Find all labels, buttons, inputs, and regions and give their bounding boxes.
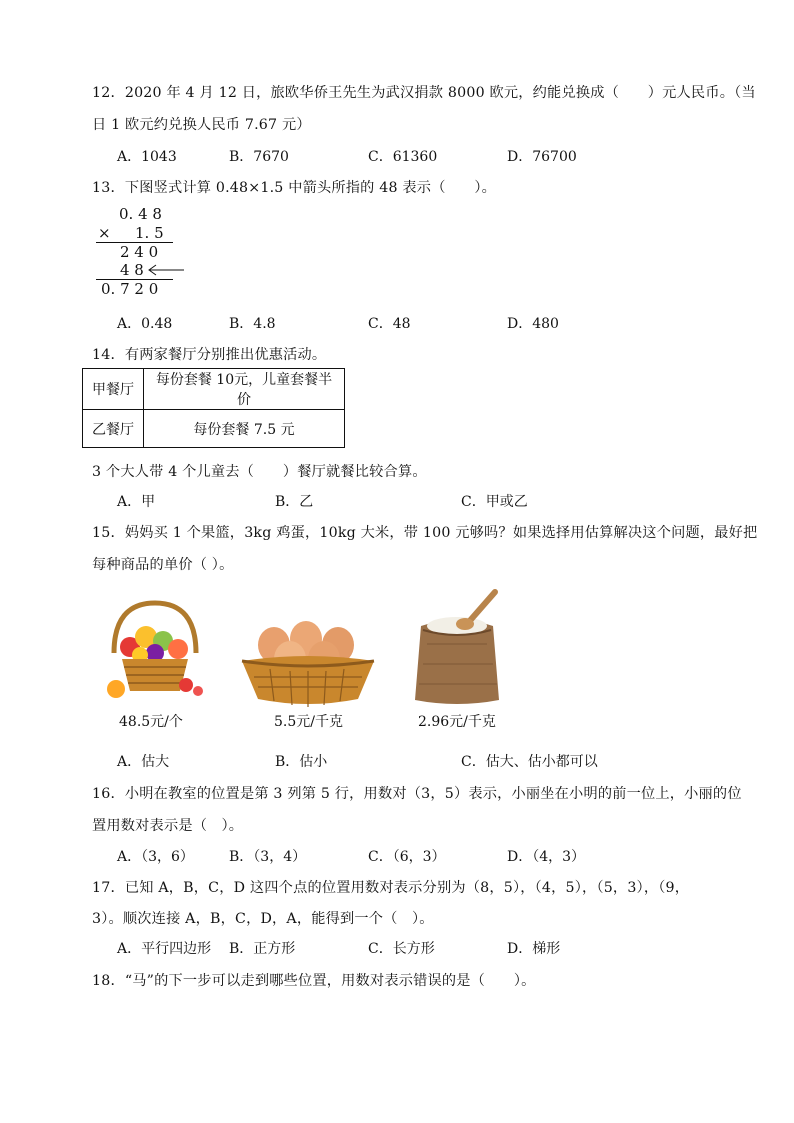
- restaurant-offer: 每份套餐 10元，儿童套餐半价: [144, 369, 345, 410]
- q12-line1: 12．2020 年 4 月 12 日，旅欧华侨王先生为武汉捐款 8000 欧元，约能兑换成（ ）元人民币。（当: [92, 85, 756, 101]
- q15-line2: 每种商品的单价（ ）。: [92, 557, 234, 573]
- fruit-basket-image: [100, 595, 210, 705]
- vm-row4: 4 8: [120, 261, 144, 279]
- q16-line1: 16．小明在教室的位置是第 3 列第 5 行，用数对（3，5）表示，小丽坐在小明的前一位上，小丽的位: [92, 786, 742, 802]
- q15-option-b[interactable]: B．估小: [275, 754, 328, 770]
- q12-option-c[interactable]: C．61360: [368, 149, 438, 165]
- vm-row3: 2 4 0: [120, 243, 159, 261]
- vm-times-sign: ×: [98, 224, 111, 242]
- price-rice: 2.96元/千克: [418, 714, 496, 730]
- q17-line1: 17．已知 A，B，C，D 这四个点的位置用数对表示分别为（8，5），（4，5），（5，3），（9，: [92, 880, 690, 896]
- q13-option-b[interactable]: B．4.8: [229, 316, 276, 332]
- price-eggs: 5.5元/千克: [274, 714, 343, 730]
- q14-question: 3 个大人带 4 个儿童去（ ）餐厅就餐比较合算。: [92, 464, 427, 480]
- rice-sack-image: [407, 584, 507, 709]
- table-row: [83, 410, 345, 448]
- vm-row5: 0. 7 2 0: [101, 280, 159, 298]
- q13-option-d[interactable]: D．480: [507, 316, 559, 332]
- q15-option-a[interactable]: A．估大: [117, 754, 170, 770]
- q17-option-c[interactable]: C．长方形: [368, 941, 435, 957]
- q12-option-d[interactable]: D．76700: [507, 149, 577, 165]
- q15-line1: 15．妈妈买 1 个果篮，3kg 鸡蛋，10kg 大米，带 100 元够吗？如果选择用估算解决这个问题，最好把: [92, 525, 758, 541]
- q12-option-a[interactable]: A．1043: [117, 149, 177, 165]
- q17-option-a[interactable]: A．平行四边形: [117, 941, 212, 957]
- q15-option-c[interactable]: C．估大、估小都可以: [461, 754, 598, 770]
- restaurant-table: [82, 368, 345, 448]
- q17-option-b[interactable]: B．正方形: [229, 941, 296, 957]
- price-fruit-basket: 48.5元/个: [119, 714, 183, 730]
- q14-option-a[interactable]: A．甲: [117, 494, 156, 510]
- q16-option-d[interactable]: D．（4，3）: [507, 849, 586, 865]
- q13-option-c[interactable]: C．48: [368, 316, 411, 332]
- q14-option-c[interactable]: C．甲或乙: [461, 494, 528, 510]
- restaurant-offer: 每份套餐 7.5 元: [144, 410, 345, 448]
- egg-basket-image: [240, 615, 376, 710]
- q13-text: 13．下图竖式计算 0.48×1.5 中箭头所指的 48 表示（ ）。: [92, 180, 497, 196]
- vm-row1: 0. 4 8: [119, 205, 162, 223]
- q18-text: 18．“马”的下一步可以走到哪些位置，用数对表示错误的是（ ）。: [92, 973, 536, 989]
- table-row: [83, 369, 345, 410]
- q16-option-a[interactable]: A．（3，6）: [117, 849, 194, 865]
- restaurant-name: 乙餐厅: [83, 410, 144, 448]
- q17-line2: 3）。顺次连接 A，B，C，D，A，能得到一个（ ）。: [92, 911, 434, 927]
- q12-line2: 日 1 欧元约兑换人民币 7.67 元）: [92, 117, 311, 133]
- q14-option-b[interactable]: B．乙: [275, 494, 314, 510]
- restaurant-name: 甲餐厅: [83, 369, 144, 410]
- vm-row2: 1. 5: [135, 224, 164, 242]
- q16-line2: 置用数对表示是（ ）。: [92, 818, 244, 834]
- q14-text: 14．有两家餐厅分别推出优惠活动。: [92, 347, 327, 363]
- arrow-left-icon: [146, 263, 186, 277]
- q12-option-b[interactable]: B．7670: [229, 149, 289, 165]
- q16-option-b[interactable]: B．（3，4）: [229, 849, 307, 865]
- q17-option-d[interactable]: D．梯形: [507, 941, 561, 957]
- q13-option-a[interactable]: A．0.48: [117, 316, 173, 332]
- q16-option-c[interactable]: C．（6，3）: [368, 849, 446, 865]
